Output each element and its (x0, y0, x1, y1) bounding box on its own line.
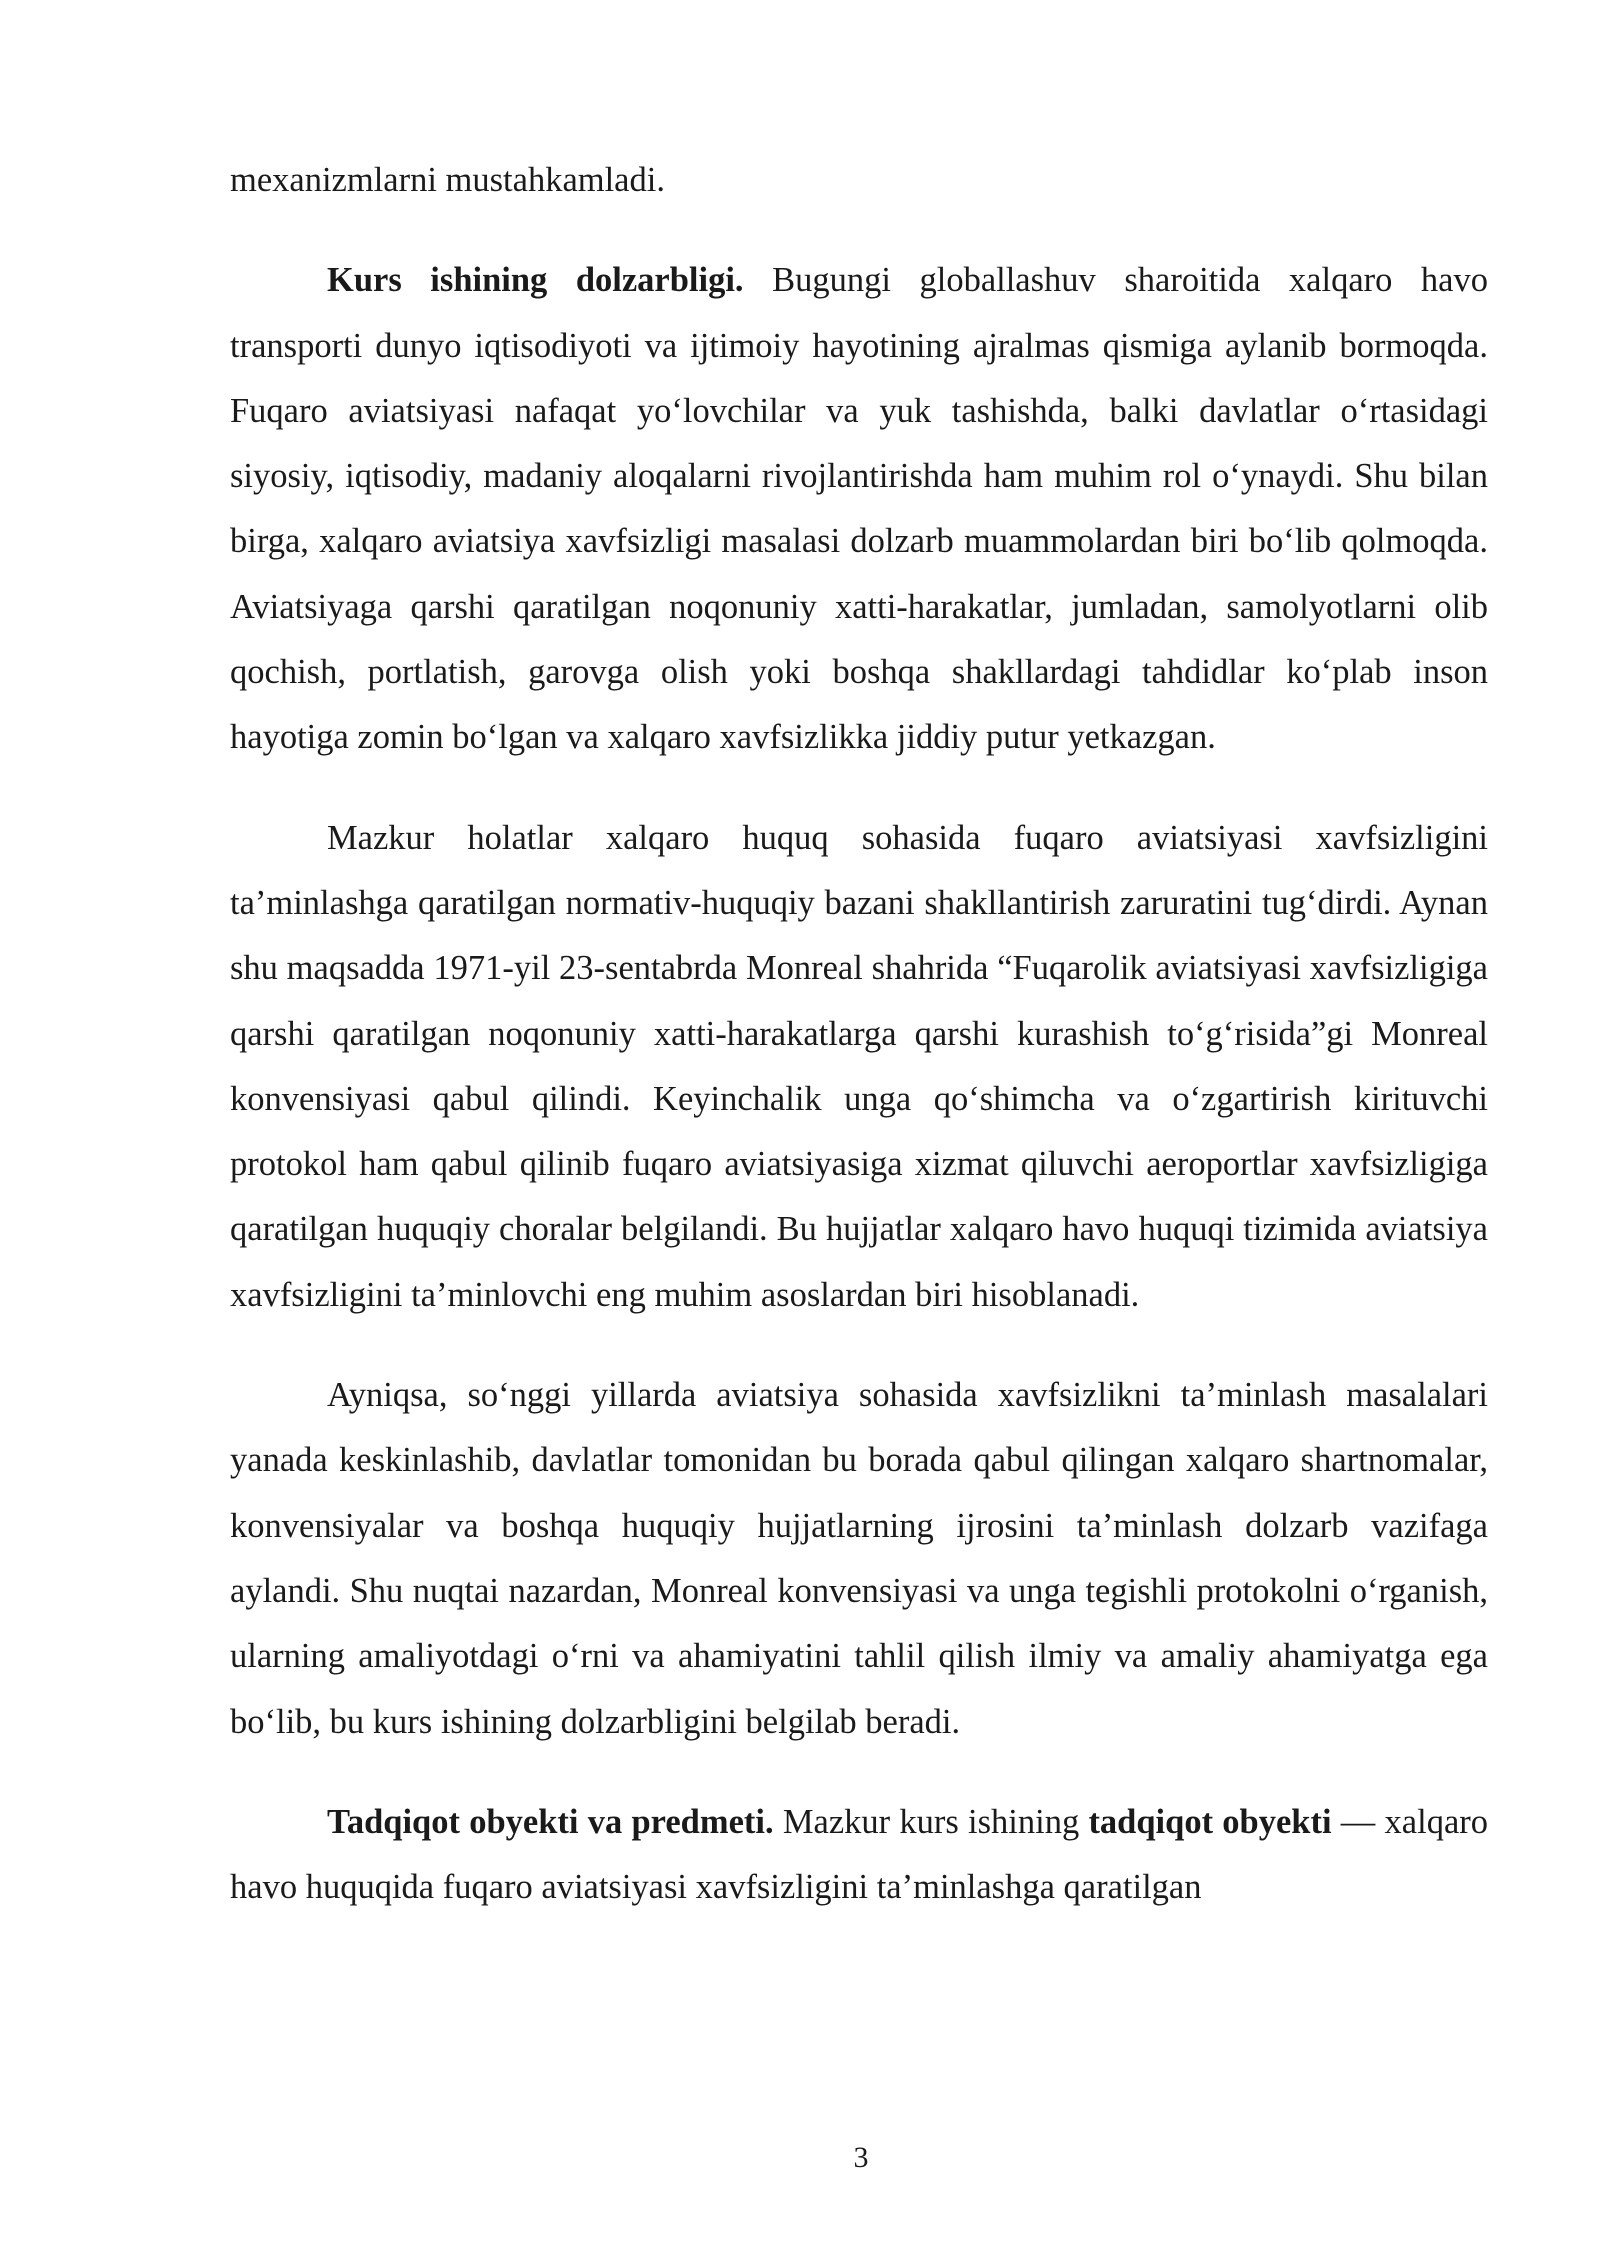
document-page (230, 148, 1488, 1920)
relevance-paragraph (230, 248, 1488, 770)
continuation-line (230, 148, 1488, 213)
relevance-heading: Kurs ishining dolzarbligi. (327, 261, 744, 300)
montreal-paragraph (230, 806, 1488, 1328)
security-text: Ayniqsa, so‘nggi yillarda aviatsiya sohasida xavfsizlikni ta’minlash masalalari yanada keskinlashib, davlatlar tomonidan bu borada qabul qilingan xalqaro shartnomalar, konvensiyalar va boshqa huquqiy hujjatlarning ijrosini ta’minlash dolzarb vazifaga aylandi. Shu nuqtai nazardan, Monreal konvensiyasi va unga tegishli protokolni o‘rganish, ularning amaliyotdagi o‘rni va ahamiyatini tahlil qilish ilmiy va amaliy ahamiyatga ega bo‘lib, bu kurs ishining dolzarbligini belgilab beradi. (230, 1376, 1488, 1741)
montreal-text: Mazkur holatlar xalqaro huquq sohasida fuqaro aviatsiyasi xavfsizligini ta’minlashga qaratilgan normativ-huquqiy bazani shakllantirish zaruratini tug‘dirdi. Aynan shu maqsadda 1971-yil 23-sentabrda Monreal shahrida “Fuqarolik aviatsiyasi xavfsizligiga qarshi qaratilgan noqonuniy xatti-harakatlarga qarshi kurashish to‘g‘risida”gi Monreal konvensiyasi qabul qilindi. Keyinchalik unga qo‘shimcha va o‘zgartirish kirituvchi protokol ham qabul qilinib fuqaro aviatsiyasiga xizmat qiluvchi aeroportlar xavfsizligiga qaratilgan huquqiy choralar belgilandi. Bu hujjatlar xalqaro havo huquqi tizimida aviatsiya xavfsizligini ta’minlovchi eng muhim asoslardan biri hisoblanadi. (230, 818, 1488, 1314)
research-object-paragraph (230, 1790, 1488, 1921)
research-object-heading: Tadqiqot obyekti va predmeti. (327, 1802, 774, 1841)
security-paragraph (230, 1363, 1488, 1755)
research-object-term: tadqiqot obyekti (1088, 1802, 1332, 1841)
research-object-text-2: — xalqaro havo huquqida fuqaro aviatsiyasi xavfsizligini ta’minlashga qaratilgan (230, 1802, 1488, 1907)
relevance-body: Bugungi globallashuv sharoitida xalqaro havo transporti dunyo iqtisodiyoti va ijtimoiy hayotining ajralmas qismiga aylanib bormoqda. Fuqaro aviatsiyasi nafaqat yo‘lovchilar va yuk tashishda, balki davlatlar o‘rtasidagi siyosiy, iqtisodiy, madaniy aloqalarni rivojlantirishda ham muhim rol o‘ynaydi. Shu bilan birga, xalqaro aviatsiya xavfsizligi masalasi dolzarb muammolardan biri bo‘lib qolmoqda. Aviatsiyaga qarshi qaratilgan noqonuniy xatti-harakatlar, jumladan, samolyotlarni olib qochish, portlatish, garovga olish yoki boshqa shakllardagi tahdidlar ko‘plab inson hayotiga zomin bo‘lgan va xalqaro xavfsizlikka jiddiy putur yetkazgan. (230, 261, 1488, 757)
page-number: 3 (853, 2141, 869, 2174)
research-object-text-1: Mazkur kurs ishining (773, 1802, 1089, 1841)
continuation-text: mexanizmlarni mustahkamladi. (230, 161, 665, 199)
